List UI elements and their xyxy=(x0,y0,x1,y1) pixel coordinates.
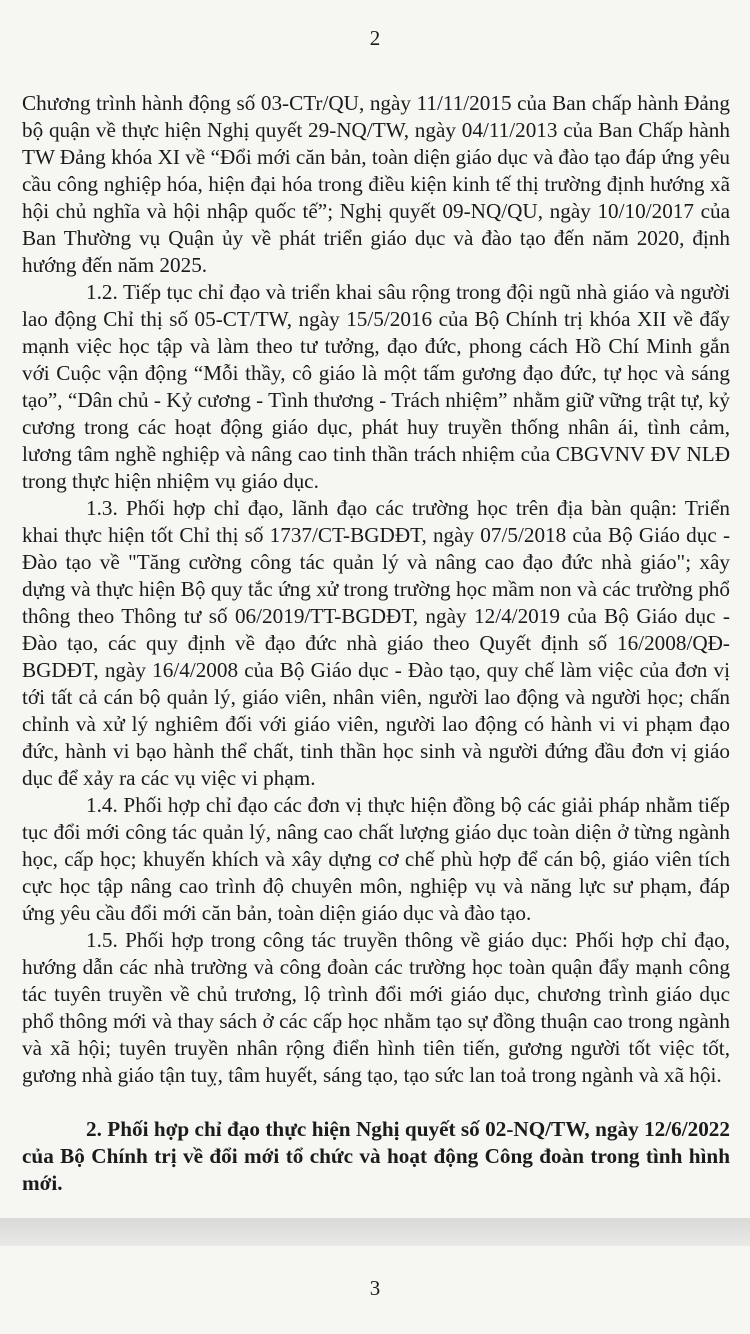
page-number: 2 xyxy=(369,26,381,50)
paragraph-1-5: 1.5. Phối hợp trong công tác truyền thông về giáo dục: Phối hợp chỉ đạo, hướng dẫn các nhà trường và công đoàn các trường học toàn quận đẩy mạnh công tác tuyên truyền về chủ trương, lộ trình đổi mới giáo dục, chương trình giáo dục phổ thông mới và thay sách ở các cấp học nhằm tạo sự đồng thuận cao trong ngành và xã hội; tuyên truyền nhân rộng điển hình tiên tiến, gương người tốt việc tốt, gương nhà giáo tận tuỵ, tâm huyết, sáng tạo, tạo sức lan toả trong ngành và xã hội. xyxy=(22,928,730,1087)
paragraph-1-2: 1.2. Tiếp tục chỉ đạo và triển khai sâu rộng trong đội ngũ nhà giáo và người lao động Chỉ thị số 05-CT/TW, ngày 15/5/2016 của Bộ Chính trị khóa XII về đẩy mạnh việc học tập và làm theo tư tưởng, đạo đức, phong cách Hồ Chí Minh gắn với Cuộc vận động “Mỗi thầy, cô giáo là một tấm gương đạo đức, tự học và sáng tạo”, “Dân chủ - Kỷ cương - Tình thương - Trách nhiệm” nhằm giữ vững trật tự, kỷ cương trong các hoạt động giáo dục, phát huy truyền thống nhân ái, tình cảm, lương tâm nghề nghiệp và nâng cao tinh thần trách nhiệm của CBGVNV ĐV NLĐ trong thực hiện nhiệm vụ giáo dục. xyxy=(22,280,730,493)
next-page-number: 3 xyxy=(369,1276,381,1300)
next-document-page xyxy=(0,1246,750,1334)
paragraph-1-4: 1.4. Phối hợp chỉ đạo các đơn vị thực hiện đồng bộ các giải pháp nhằm tiếp tục đổi mới công tác quản lý, nâng cao chất lượng giáo dục toàn diện ở từng ngành học, cấp học; khuyến khích và xây dựng cơ chế phù hợp để cán bộ, giáo viên tích cực học tập nâng cao trình độ chuyên môn, nghiệp vụ và năng lực sư phạm, đáp ứng yêu cầu đổi mới căn bản, toàn diện giáo dục và đào tạo. xyxy=(22,793,730,925)
paragraph-intro-continuation: Chương trình hành động số 03-CTr/QU, ngày 11/11/2015 của Ban chấp hành Đảng bộ quận về thực hiện Nghị quyết 29-NQ/TW, ngày 04/11/2013 của Ban Chấp hành TW Đảng khóa XI về “Đổi mới căn bản, toàn diện giáo dục và đào tạo đáp ứng yêu cầu công nghiệp hóa, hiện đại hóa trong điều kiện kinh tế thị trường định hướng xã hội chủ nghĩa và hội nhập quốc tế”; Nghị quyết 09-NQ/QU, ngày 10/10/2017 của Ban Thường vụ Quận ủy về phát triển giáo dục và đào tạo đến năm 2020, định hướng đến năm 2025. xyxy=(22,91,730,277)
page-gap xyxy=(0,1218,750,1246)
paragraph-1-3: 1.3. Phối hợp chỉ đạo, lãnh đạo các trường học trên địa bàn quận: Triển khai thực hiện tốt Chỉ thị số 1737/CT-BGDĐT, ngày 07/5/2018 của Bộ Giáo dục - Đào tạo về "Tăng cường công tác quản lý và nâng cao đạo đức nhà giáo"; xây dựng và thực hiện Bộ quy tắc ứng xử trong trường học mầm non và các trường phổ thông theo Thông tư số 06/2019/TT-BGDĐT, ngày 12/4/2019 của Bộ Giáo dục - Đào tạo, các quy định về đạo đức nhà giáo theo Quyết định số 16/2008/QĐ-BGDĐT, ngày 16/4/2008 của Bộ Giáo dục - Đào tạo, quy chế làm việc của đơn vị tới tất cả cán bộ quản lý, giáo viên, nhân viên, người lao động và người học; chấn chỉnh và xử lý nghiêm đối với giáo viên, người lao động có hành vi vi phạm đạo đức, hành vi bạo hành thể chất, tinh thần học sinh và người đứng đầu đơn vị giáo dục để xảy ra các vụ việc vi phạm. xyxy=(22,496,730,790)
section-heading-2: 2. Phối hợp chỉ đạo thực hiện Nghị quyết số 02-NQ/TW, ngày 12/6/2022 của Bộ Chính trị về đổi mới tổ chức và hoạt động Công đoàn trong tình hình mới. xyxy=(22,1117,730,1195)
